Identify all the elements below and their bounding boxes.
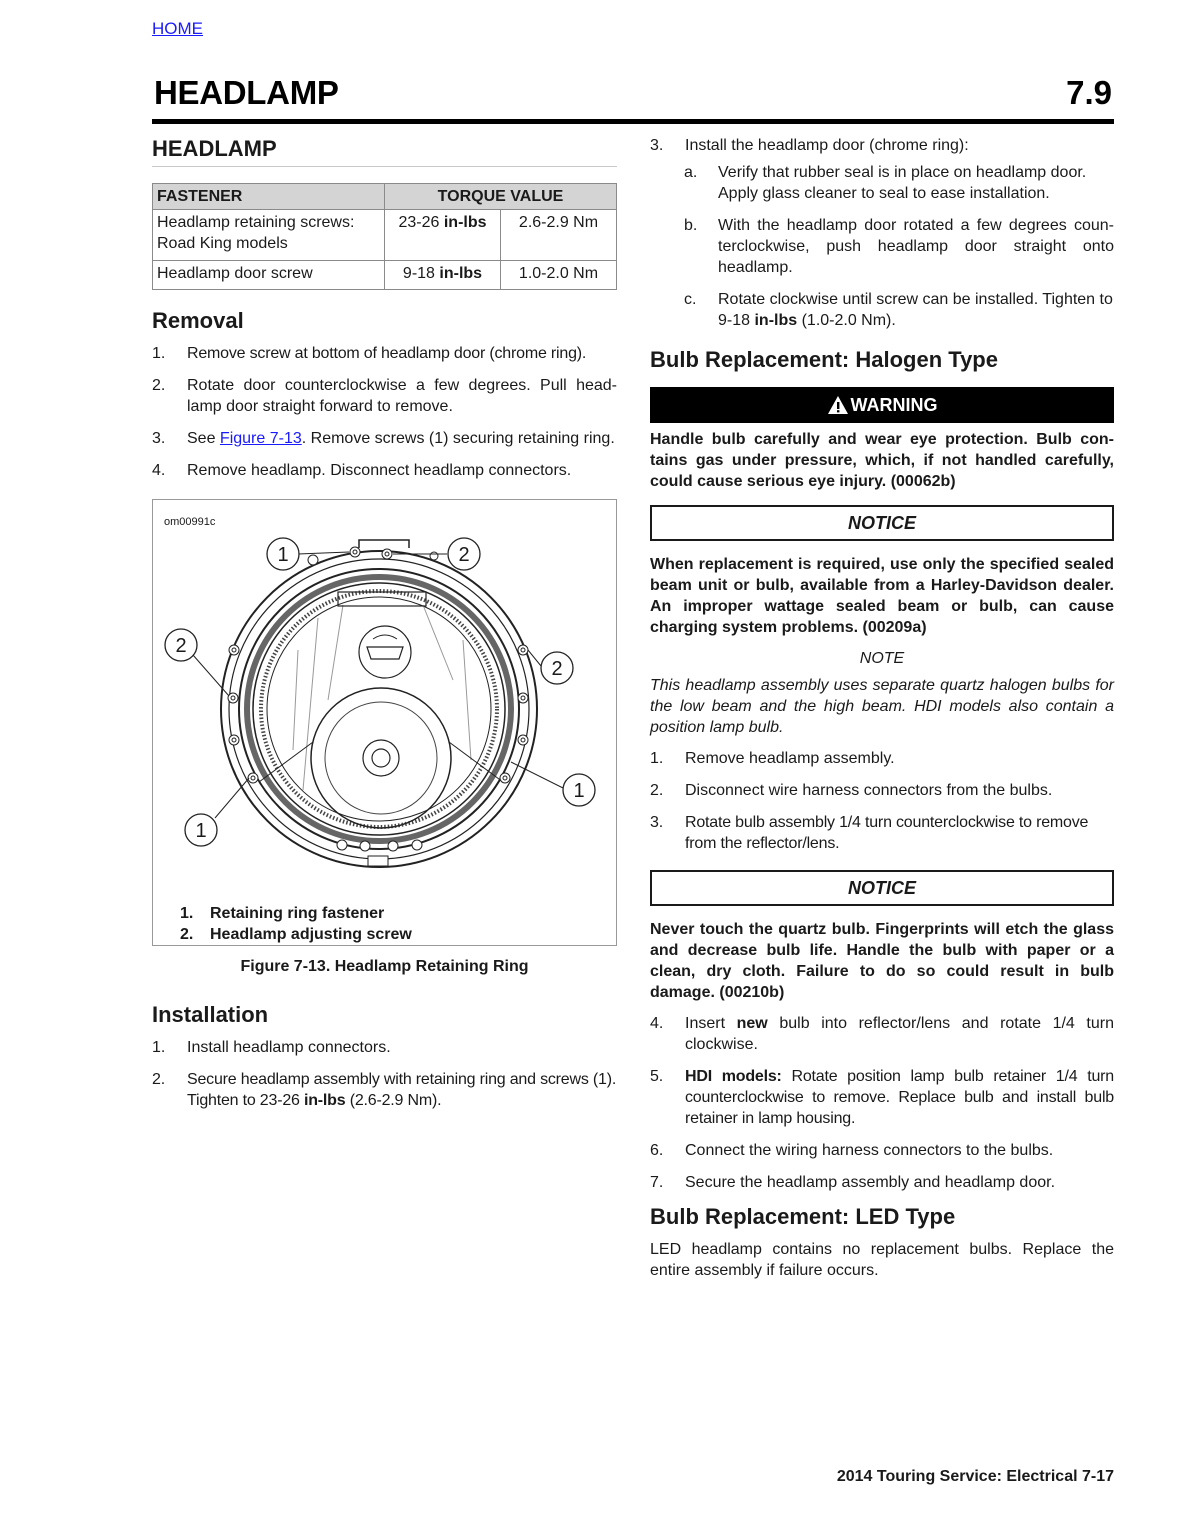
page-title: HEADLAMP [154,74,339,111]
legend-item: 2. Headlamp adjusting screw [180,926,412,943]
figure-box [152,499,617,946]
callout-label: 1 [573,780,585,802]
list-item: 1. Remove headlamp assembly. [650,750,895,767]
table-header-row [153,184,617,210]
warning-label: WARNING [850,394,938,415]
list-item: 2. Rotate door counterclockwise a few degrees. Pull head-lamp door straight forward to remove. [152,377,617,415]
section-number: 7.9 [1066,74,1112,111]
torque-cell: 9-18 in-lbs [385,261,501,290]
sub-list-item: b. With the headlamp door rotated a few degrees coun-terclockwise, push headlamp door straight onto headlamp. [684,217,1114,276]
callout-label: 1 [195,820,207,842]
installation-heading: Installation [152,1002,269,1027]
metric-cell: 2.6-2.9 Nm [501,210,617,261]
section-title: HEADLAMP [152,136,617,167]
fastener-cell: Headlamp door screw [153,261,385,290]
sub-list-item: a. Verify that rubber seal is in place on headlamp door. Apply glass cleaner to seal to ease installation. [684,164,1087,202]
list-item: 2. Secure headlamp assembly with retaining ring and screws (1). Tighten to 23-26 in-lbs (2.6-2.9 Nm). [152,1071,617,1109]
sub-list-item: c. Rotate clockwise until screw can be installed. Tighten to 9-18 in-lbs (1.0-2.0 Nm). [684,291,1113,329]
warning-icon [827,395,849,415]
torque-table [152,183,617,290]
callout-label: 2 [175,635,187,657]
callout-label: 2 [551,658,563,680]
list-item: 3. See Figure 7-13. Remove screws (1) securing retaining ring. [152,430,615,447]
led-heading: Bulb Replacement: LED Type [650,1204,956,1229]
callout-label: 2 [458,544,470,566]
right-column [650,130,1114,1281]
list-item: 7. Secure the headlamp assembly and headlamp door. [650,1174,1056,1191]
list-item: 4. Remove headlamp. Disconnect headlamp connectors. [152,462,572,479]
legend-item: 1. Retaining ring fastener [180,905,385,922]
header-torque-value: TORQUE VALUE [385,184,617,210]
page-header [152,72,1114,124]
list-item: 4. Insert new bulb into reflector/lens and rotate 1/4 turn clockwise. [650,1015,1114,1053]
fastener-cell: Headlamp retaining screws: Road King models [153,210,385,261]
headlamp-illustration [153,500,618,900]
warning-banner [650,387,1114,423]
warning-text: Handle bulb carefully and wear eye protection. Bulb con-tains gas under pressure, which, if not handled carefully, could cause serious eye injury. (00062b) [650,431,1114,490]
notice-text: Never touch the quartz bulb. Fingerprints will etch the glass and decrease bulb life. Handle the bulb with paper or a clean, dry cloth. Failure to do so could result in bulb damage. (00210b) [650,921,1114,1001]
removal-heading: Removal [152,308,244,333]
list-item: 1. Remove screw at bottom of headlamp door (chrome ring). [152,345,587,362]
page-footer: 2014 Touring Service: Electrical 7-17 [836,1468,1114,1485]
metric-cell: 1.0-2.0 Nm [501,261,617,290]
torque-cell: 23-26 in-lbs [385,210,501,261]
header-fastener: FASTENER [153,184,385,210]
list-item: 2. Disconnect wire harness connectors from the bulbs. [650,782,1053,799]
note-label: NOTE [859,650,905,667]
list-item: 6. Connect the wiring harness connectors to the bulbs. [650,1142,1054,1159]
figure-legend [180,903,412,945]
note-text: This headlamp assembly uses separate quartz halogen bulbs for the low beam and the high beam. HDI models also contain a position lamp bulb. [650,677,1114,736]
list-item: 1. Install headlamp connectors. [152,1039,391,1056]
notice-text: When replacement is required, use only the specified sealed beam unit or bulb, available from a Harley-Davidson dealer. An improper wattage sealed beam or bulb, can cause charging system problems. (00209a) [650,556,1114,636]
notice-banner: NOTICE [650,505,1114,541]
list-item: 3. Install the headlamp door (chrome ring): [650,137,969,154]
figure-caption: Figure 7-13. Headlamp Retaining Ring [240,958,529,975]
table-row [153,210,617,261]
home-link[interactable]: HOME [152,19,203,38]
list-item: 3. Rotate bulb assembly 1/4 turn counterclockwise to remove from the reflector/lens. [650,814,1089,852]
table-row [153,261,617,290]
halogen-heading: Bulb Replacement: Halogen Type [650,347,998,372]
callout-label: 1 [277,544,289,566]
figure-id: om00991c [164,516,216,528]
left-column [152,130,617,1111]
list-item: 5. HDI models: Rotate position lamp bulb retainer 1/4 turn counterclockwise to remove. Replace bulb and install bulb retainer in lamp housing. [650,1068,1114,1127]
figure-link[interactable]: Figure 7-13 [219,430,302,447]
led-text: LED headlamp contains no replacement bulbs. Replace the entire assembly if failure occurs. [650,1241,1114,1279]
notice-banner: NOTICE [650,870,1114,906]
